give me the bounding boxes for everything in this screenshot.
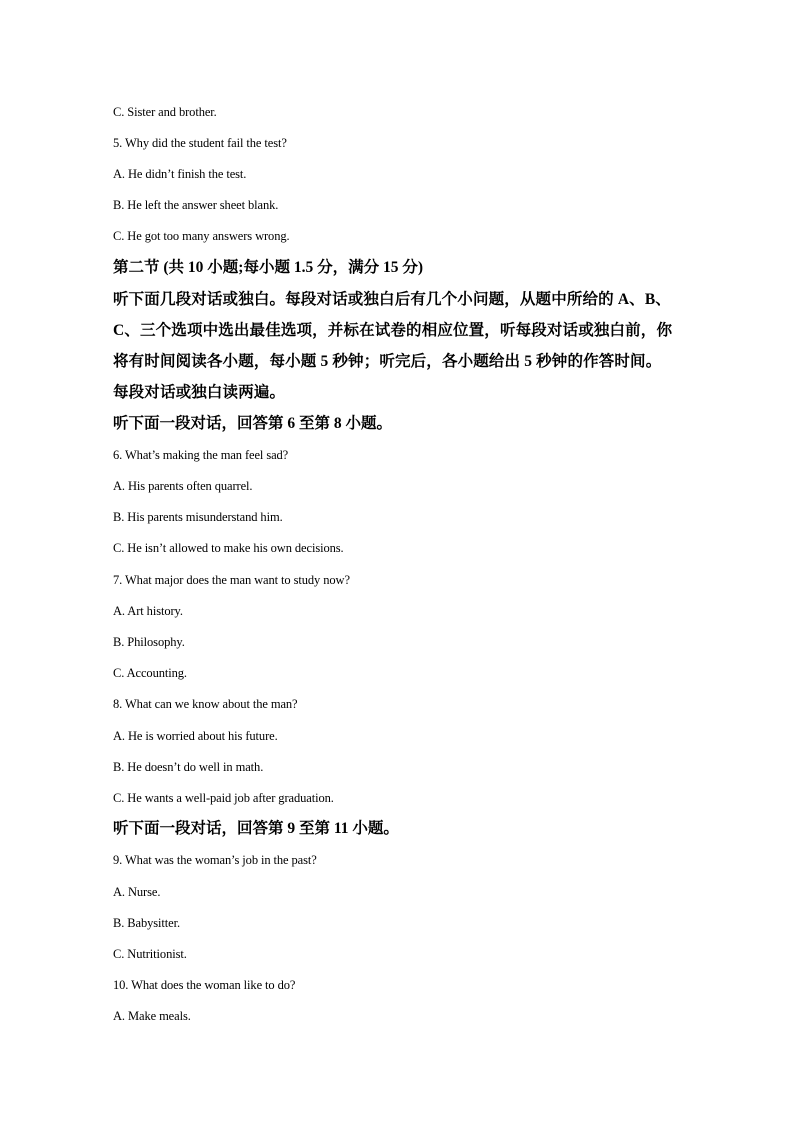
- option-line: C. He got too many answers wrong.: [113, 229, 290, 243]
- instruction-line: 每段对话或独白读两遍。: [113, 384, 286, 401]
- question-line: 10. What does the woman like to do?: [113, 978, 296, 992]
- option-line: A. Art history.: [113, 604, 183, 618]
- instruction-line: C、三个选项中选出最佳选项，并标在试卷的相应位置，听每段对话或独白前，你: [113, 322, 673, 339]
- question-line: 5. Why did the student fail the test?: [113, 136, 287, 150]
- group-heading: 听下面一段对话，回答第 9 至第 11 小题。: [113, 820, 399, 837]
- instruction-line: 将有时间阅读各小题，每小题 5 秒钟；听完后，各小题给出 5 秒钟的作答时间。: [113, 353, 662, 370]
- option-line: A. He didn’t finish the test.: [113, 167, 247, 181]
- option-line: C. He wants a well-paid job after graduation.: [113, 791, 334, 805]
- option-line: C. Accounting.: [113, 666, 187, 680]
- option-line: B. His parents misunderstand him.: [113, 510, 283, 524]
- question-line: 6. What’s making the man feel sad?: [113, 448, 289, 462]
- option-line: B. He left the answer sheet blank.: [113, 198, 279, 212]
- question-line: 9. What was the woman’s job in the past?: [113, 853, 317, 867]
- option-line: A. His parents often quarrel.: [113, 479, 253, 493]
- option-line: A. He is worried about his future.: [113, 729, 278, 743]
- option-line: C. Sister and brother.: [113, 105, 217, 119]
- option-line: C. He isn’t allowed to make his own decisions.: [113, 541, 344, 555]
- option-line: B. Babysitter.: [113, 916, 181, 930]
- instruction-line: 听下面几段对话或独白。每段对话或独白后有几个小问题，从题中所给的 A、B、: [113, 291, 671, 308]
- group-heading: 听下面一段对话，回答第 6 至第 8 小题。: [113, 415, 393, 432]
- option-line: A. Nurse.: [113, 885, 161, 899]
- question-line: 8. What can we know about the man?: [113, 697, 298, 711]
- option-line: A. Make meals.: [113, 1009, 191, 1023]
- option-line: B. He doesn’t do well in math.: [113, 760, 264, 774]
- question-line: 7. What major does the man want to study now?: [113, 573, 350, 587]
- option-line: B. Philosophy.: [113, 635, 185, 649]
- section-heading: 第二节 (共 10 小题;每小题 1.5 分，满分 15 分): [113, 259, 423, 276]
- option-line: C. Nutritionist.: [113, 947, 187, 961]
